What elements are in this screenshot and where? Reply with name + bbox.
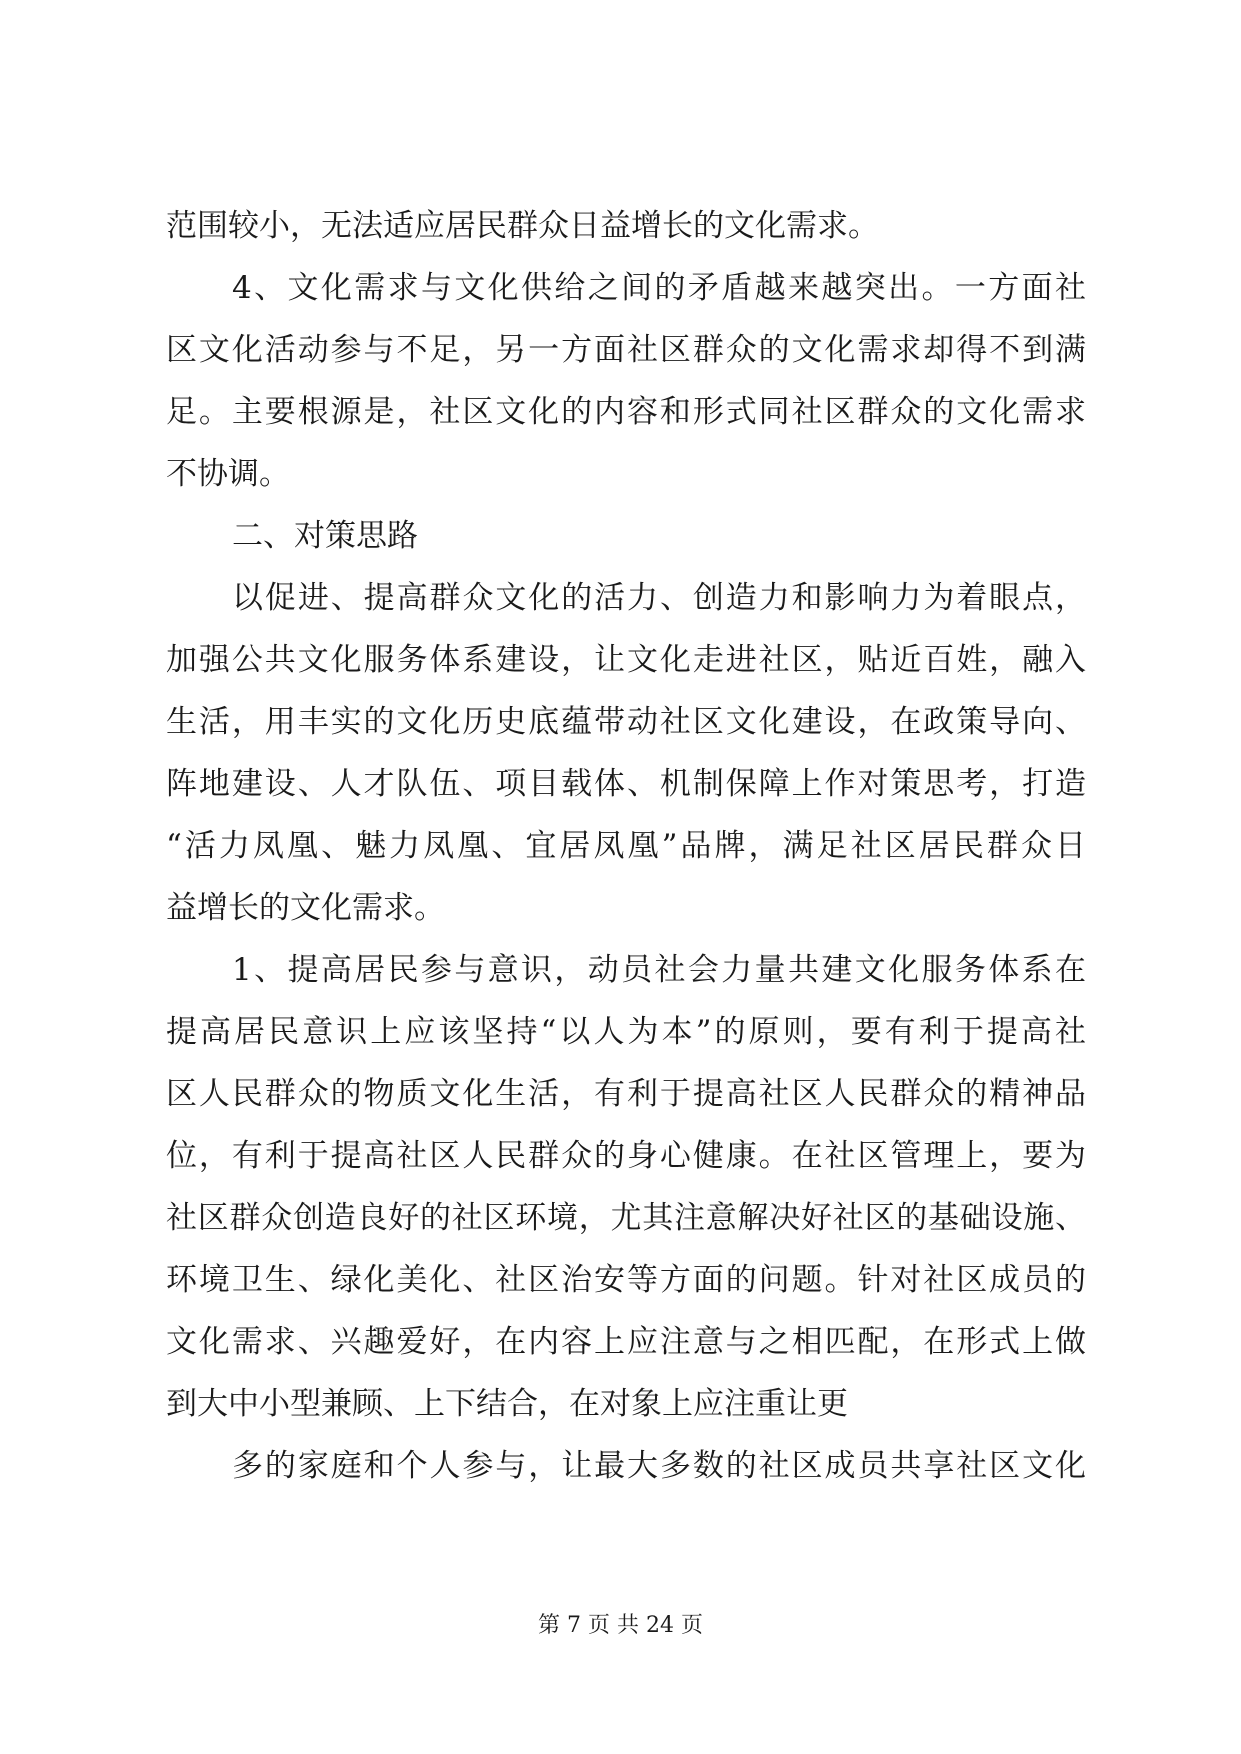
text-line: 益增长的文化需求。	[166, 890, 445, 926]
text-line: 社区群众创造良好的社区环境，尤其注意解决好社区的基础设施、	[166, 1200, 1086, 1236]
text-line: 4、文化需求与文化供给之间的矛盾越来越突出。一方面社	[232, 270, 1086, 306]
text-line: 区人民群众的物质文化生活，有利于提高社区人民群众的精神品	[166, 1076, 1086, 1112]
section-heading: 二、对策思路	[232, 518, 418, 554]
text-line: 到大中小型兼顾、上下结合，在对象上应注重让更	[166, 1386, 848, 1422]
page-number-footer: 第 7 页 共 24 页	[538, 1613, 703, 1638]
text-line: 足。主要根源是，社区文化的内容和形式同社区群众的文化需求	[166, 394, 1086, 430]
text-line: 文化需求、兴趣爱好，在内容上应注意与之相匹配，在形式上做	[166, 1324, 1086, 1360]
text-line: “活力凤凰、魅力凤凰、宜居凤凰”品牌，满足社区居民群众日	[166, 828, 1086, 864]
text-line: 环境卫生、绿化美化、社区治安等方面的问题。针对社区成员的	[166, 1262, 1086, 1298]
text-line: 以促进、提高群众文化的活力、创造力和影响力为着眼点，	[232, 580, 1086, 616]
text-line: 区文化活动参与不足，另一方面社区群众的文化需求却得不到满	[166, 332, 1086, 368]
text-line: 阵地建设、人才队伍、项目载体、机制保障上作对策思考，打造	[166, 766, 1086, 802]
text-line: 1、提高居民参与意识，动员社会力量共建文化服务体系在	[232, 952, 1086, 988]
text-line: 位，有利于提高社区人民群众的身心健康。在社区管理上，要为	[166, 1138, 1086, 1174]
text-line: 生活，用丰实的文化历史底蕴带动社区文化建设，在政策导向、	[166, 704, 1086, 740]
text-line: 多的家庭和个人参与，让最大多数的社区成员共享社区文化	[232, 1448, 1086, 1484]
text-line: 不协调。	[166, 456, 290, 492]
text-line: 范围较小，无法适应居民群众日益增长的文化需求。	[166, 208, 879, 244]
text-line: 提高居民意识上应该坚持“以人为本”的原则，要有利于提高社	[166, 1014, 1086, 1050]
text-line: 加强公共文化服务体系建设，让文化走进社区，贴近百姓，融入	[166, 642, 1086, 678]
